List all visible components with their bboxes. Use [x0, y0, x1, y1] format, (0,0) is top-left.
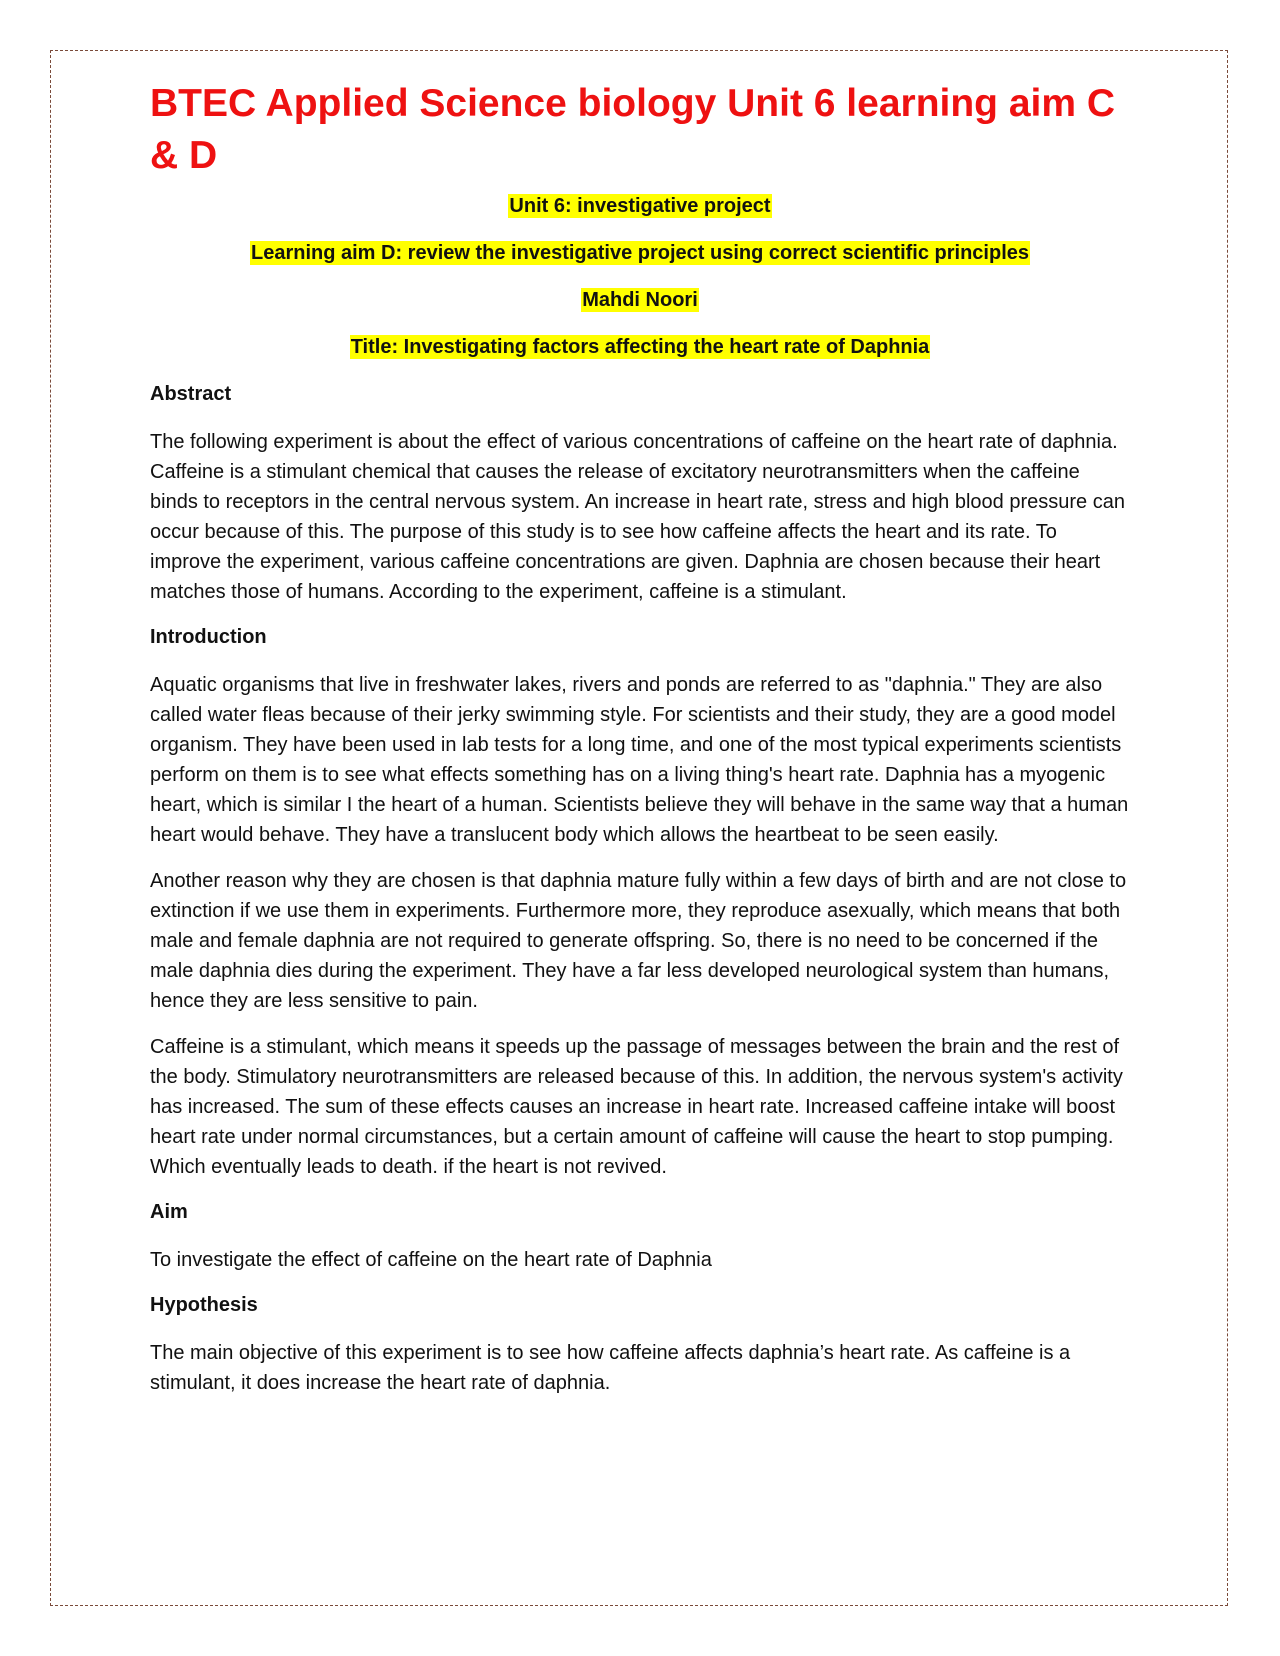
- document-title: BTEC Applied Science biology Unit 6 learning aim C & D: [150, 82, 1116, 177]
- hypothesis-text: The main objective of this experiment is to see how caffeine affects daphnia’s heart rate. As caffeine is a stimulant, it does increase the heart rate of daphnia.: [150, 1342, 1071, 1394]
- abstract-heading: Abstract: [150, 383, 232, 405]
- introduction-paragraph-1: Aquatic organisms that live in freshwater lakes, rivers and ponds are referred to as "daphnia." They are also called water fleas because of their jerky swimming style. For scientists and their study, they are a good model organism. They have been used in lab tests for a long time, and one of the most typical experiments scientists perform on them is to see what effects something has on a living thing's heart rate. Daphnia has a myogenic heart, which is similar I the heart of a human. Scientists believe they will behave in the same way that a human heart would behave. They have a translucent body which allows the heartbeat to be seen easily.: [150, 674, 1129, 846]
- author-name: Mahdi Noori: [582, 289, 698, 311]
- learning-aim-heading: Learning aim D: review the investigative project using correct scientific principles: [250, 242, 1029, 264]
- author-line: [150, 286, 1130, 314]
- project-title-line: [150, 333, 1130, 361]
- document-body: [150, 78, 1130, 1414]
- abstract-paragraph: The following experiment is about the effect of various concentrations of caffeine on the heart rate of daphnia. Caffeine is a stimulant chemical that causes the release of excitatory neurotransmitters when the caffeine binds to receptors in the central nervous system. An increase in heart rate, stress and high blood pressure can occur because of this. The purpose of this study is to see how caffeine affects the heart and its rate. To improve the experiment, various caffeine concentrations are given. Daphnia are chosen because their heart matches those of humans. According to the experiment, caffeine is a stimulant.: [150, 431, 1125, 603]
- unit-line: [150, 192, 1130, 220]
- introduction-heading: Introduction: [150, 626, 267, 648]
- introduction-paragraph-3: Caffeine is a stimulant, which means it speeds up the passage of messages between the brain and the rest of the body. Stimulatory neurotransmitters are released because of this. In addition, the nervous system's activity has increased. The sum of these effects causes an increase in heart rate. Increased caffeine intake will boost heart rate under normal circumstances, but a certain amount of caffeine will cause the heart to stop pumping. Which eventually leads to death. if the heart is not revived.: [150, 1036, 1123, 1178]
- aim-heading: Aim: [150, 1201, 188, 1223]
- project-title: Title: Investigating factors affecting the heart rate of Daphnia: [350, 336, 930, 358]
- learning-aim-line: [150, 239, 1130, 267]
- unit-heading: Unit 6: investigative project: [509, 195, 771, 217]
- aim-text: To investigate the effect of caffeine on the heart rate of Daphnia: [150, 1249, 712, 1271]
- hypothesis-heading: Hypothesis: [150, 1294, 258, 1316]
- introduction-paragraph-2: Another reason why they are chosen is that daphnia mature fully within a few days of birth and are not close to extinction if we use them in experiments. Furthermore more, they reproduce asexually, which means that both male and female daphnia are not required to generate offspring. So, there is no need to be concerned if the male daphnia dies during the experiment. They have a far less developed neurological system than humans, hence they are less sensitive to pain.: [150, 870, 1127, 1012]
